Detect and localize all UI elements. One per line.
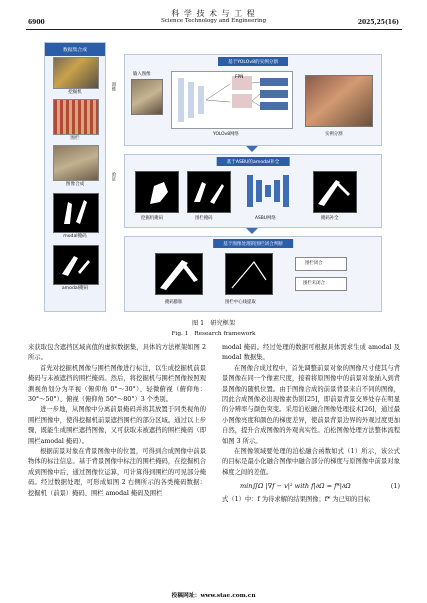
excavator-mask-image	[135, 171, 179, 213]
instance-segmentation-block	[124, 54, 382, 146]
amodal-completion-block	[124, 154, 382, 228]
centerline-label: 围栏中心线提取	[225, 300, 256, 305]
right-text-column	[222, 343, 400, 506]
dilated-mask-image	[155, 253, 203, 295]
amodal-mask-image	[53, 245, 99, 285]
equation-1	[222, 480, 400, 493]
composite-caption: 图像合成	[65, 182, 85, 187]
paragraph: 在图像领域要处理的泊松融合函数如式（1）所示，该公式的目标是最小化融合图像中融合部分的梯度与原图像中前景对象梯度之间的差值。	[222, 448, 400, 476]
fence-mask-label: 围栏掩码	[195, 216, 213, 221]
paragraph: 首先对挖掘机图像与围栏图像进行标注，以生成挖掘机前景掩码与未被遮挡的围栏掩码。然后，将挖掘机与围栏图像按照观测视角划分为平视（俯仰角 0°～30°）、轻微俯视（俯仰角：30°～50°）、俯视（俯仰角 50°～80°）3 个类别。	[28, 364, 206, 404]
paragraph: 来获取包含遮挡区域真值的虚拟数据集，具体的方法框架如图 2 所示。	[28, 344, 206, 362]
completed-mask-image	[313, 171, 357, 213]
fence-caption: 围栏	[70, 136, 80, 141]
excavator-mask-label: 挖掘机掩码	[141, 216, 163, 221]
journal-title-en: Science Technology and Engineering	[160, 18, 267, 24]
closure-judgement-title: 基于图像处理的围栏闭合判断	[213, 239, 293, 248]
composite-image	[53, 145, 99, 181]
verify-label: 验证	[111, 172, 116, 181]
footer-submission-url: 投稿网址：www.stae.com.cn	[171, 593, 256, 599]
dataset-synthesis-panel	[44, 42, 106, 312]
instance-output-label: 实例分割	[325, 132, 343, 137]
excavator-image	[53, 57, 99, 89]
fence-image	[53, 99, 99, 135]
fence-open-label: 围栏未闭合	[303, 281, 325, 286]
paragraph: 在图像合成过程中，首先调整前景对象的图像尺寸使其与背景图像在同一个像素尺度，接着将原图像中的前景对象插入到背景图像的随机位置。由于图像合成的前景背景来自不同的图像，因此合成图像必出现像素伪影[25]，即前景背景交界处存在明显的分辨率与颜色突变。采用泊松融合图像处理技术[26]，通过最小图像亮度和颜色的梯度差异，使前景背景边界的外观过度更加自然，提升合成图像的外观真实性。泊松图像处理方法整体流程如图 3 所示。	[222, 364, 400, 445]
paragraph: 根据前景对象在背景图像中的位置，可得到合成图像中前景物体的标注信息。基于背景图像中标注的围栏掩码，在挖掘机合成到图像中后，通过图像位运算，可计算得到围栏的可见部分掩码。经过数据处理，可形成如图 2 右侧所示的各类掩码数据：挖掘机（前景）掩码、围栏 amodal 掩码及围栏	[28, 448, 206, 497]
volume-issue: 2025,25(16)	[357, 19, 399, 26]
paragraph: 进一步地，从图像中分离前景掩码并将其放置于同类视角的围栏图像中，使得挖掘机前景遮挡围栏的部分区域。通过以上步骤，既能生成围栏遮挡图像，又可获取未被遮挡的围栏掩码（即围栏amodal 掩码）。	[28, 406, 206, 445]
modal-mask-image	[53, 193, 99, 233]
instance-segmentation-title: 基于YOLOv8的实例分割	[218, 57, 288, 66]
train-label: 训练	[111, 82, 116, 91]
modal-mask-caption: modal掩码	[63, 234, 87, 239]
left-text-column	[28, 343, 206, 499]
completed-mask-label: 掩码补全	[321, 216, 339, 221]
input-image	[131, 79, 163, 115]
dilation-label: 掩码膨胀	[165, 300, 183, 305]
yolov8-label: YOLOv8网络	[213, 132, 239, 137]
arrow-down-2	[246, 228, 258, 234]
amodal-mask-caption: amodal掩码	[61, 286, 89, 291]
closure-judgement-block	[124, 236, 382, 312]
fpn-label: FPN	[235, 75, 244, 80]
yolov8-network	[171, 71, 293, 129]
equation-body: min∬Ω |∇f − v|² with f|∂Ω = f*|∂Ω	[240, 482, 351, 491]
figure-caption-cn: 图 1 研究框架	[191, 320, 236, 327]
dataset-synthesis-title: 数据集合成	[45, 43, 105, 56]
arrow-down-1	[246, 146, 258, 152]
amodal-completion-title: 基于ASBU的amodal补全	[217, 157, 290, 166]
page-number: 6900	[28, 19, 45, 26]
journal-title-cn: 科 学 技 术 与 工 程	[171, 9, 256, 18]
figure-caption-en: Fig. 1 Research framework	[171, 331, 256, 337]
excavator-caption: 挖掘机	[68, 90, 82, 95]
instance-segmentation-image	[305, 75, 373, 127]
header-rule	[26, 29, 402, 30]
asbu-network-icon	[245, 173, 295, 209]
fence-mask-image	[187, 171, 231, 213]
research-framework-figure	[44, 42, 382, 310]
equation-number: (1)	[390, 482, 400, 491]
paragraph: modal 掩码。经过处理的数据可根据具体需求生成 amodal 及 modal 数据集。	[222, 344, 400, 362]
fence-closed-label: 围栏闭合	[305, 261, 323, 266]
input-image-label: 输入图像	[133, 72, 151, 77]
centerline-image	[225, 253, 273, 295]
asbu-network-label: ASBU网络	[255, 216, 276, 221]
paragraph: 式（1）中：f 为待求解的结果图像；f* 为已知的目标	[222, 496, 371, 504]
